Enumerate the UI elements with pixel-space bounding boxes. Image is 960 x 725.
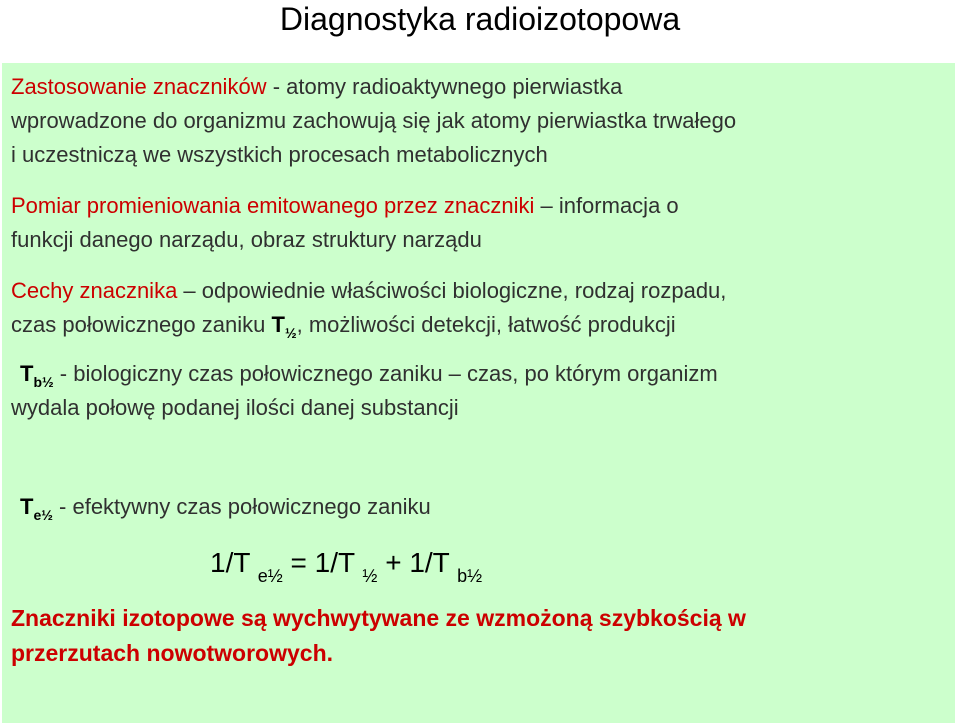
text: - biologiczny czas połowicznego zaniku – czas, po którym organizm [53,361,718,386]
text: – odpowiednie właściwości biologiczne, rodzaj rozpadu, [177,278,727,303]
formula-subscript: ½ [362,566,378,586]
page-title: Diagnostyka radioizotopowa [279,1,681,37]
text: , możliwości detekcji, łatwość produkcji [296,312,676,337]
paragraph-tb-line1 [20,357,718,393]
formula-part: 1/T [210,547,258,578]
term-cechy: Cechy znacznika [11,278,178,303]
paragraph-pomiar-line1 [11,189,679,223]
paragraph-te [20,490,431,526]
term-pomiar: Pomiar promieniowania emitowanego przez znaczniki [11,193,535,218]
text: czas połowicznego zaniku [11,312,272,337]
text: – informacja o [534,193,679,218]
symbol-subscript: b½ [33,374,54,390]
term-zastosowanie: Zastosowanie znaczników [11,74,267,99]
formula-part: = 1/T [282,547,363,578]
text: - atomy radioaktywnego pierwiastka [266,74,623,99]
symbol-t: T [271,312,285,337]
text: - efektywny czas połowicznego zaniku [52,494,431,519]
paragraph-cechy-line1 [11,274,726,308]
formula-subscript: b½ [457,566,483,586]
paragraph-cechy-line2 [11,308,676,344]
paragraph-pomiar-line2: funkcji danego narządu, obraz struktury narządu [11,227,482,252]
paragraph-znaczniki-line2: wprowadzone do organizmu zachowują się jak atomy pierwiastka trwałego [11,108,737,133]
formula-subscript: e½ [257,566,283,586]
final-statement-line2: przerzutach nowotworowych. [11,640,334,666]
symbol-subscript: e½ [33,507,53,523]
paragraph-znaczniki-line1 [11,70,622,104]
symbol-t: T [20,494,34,519]
symbol-subscript: ½ [284,325,297,341]
formula-part: + 1/T [377,547,458,578]
paragraph-znaczniki-line3: i uczestniczą we wszystkich procesach metabolicznych [11,142,548,167]
final-statement-line1: Znaczniki izotopowe są wychwytywane ze wzmożoną szybkością w [11,605,746,631]
symbol-t: T [20,361,34,386]
paragraph-tb-line2: wydala połowę podanej ilości danej substancji [11,395,459,420]
formula [210,543,482,586]
